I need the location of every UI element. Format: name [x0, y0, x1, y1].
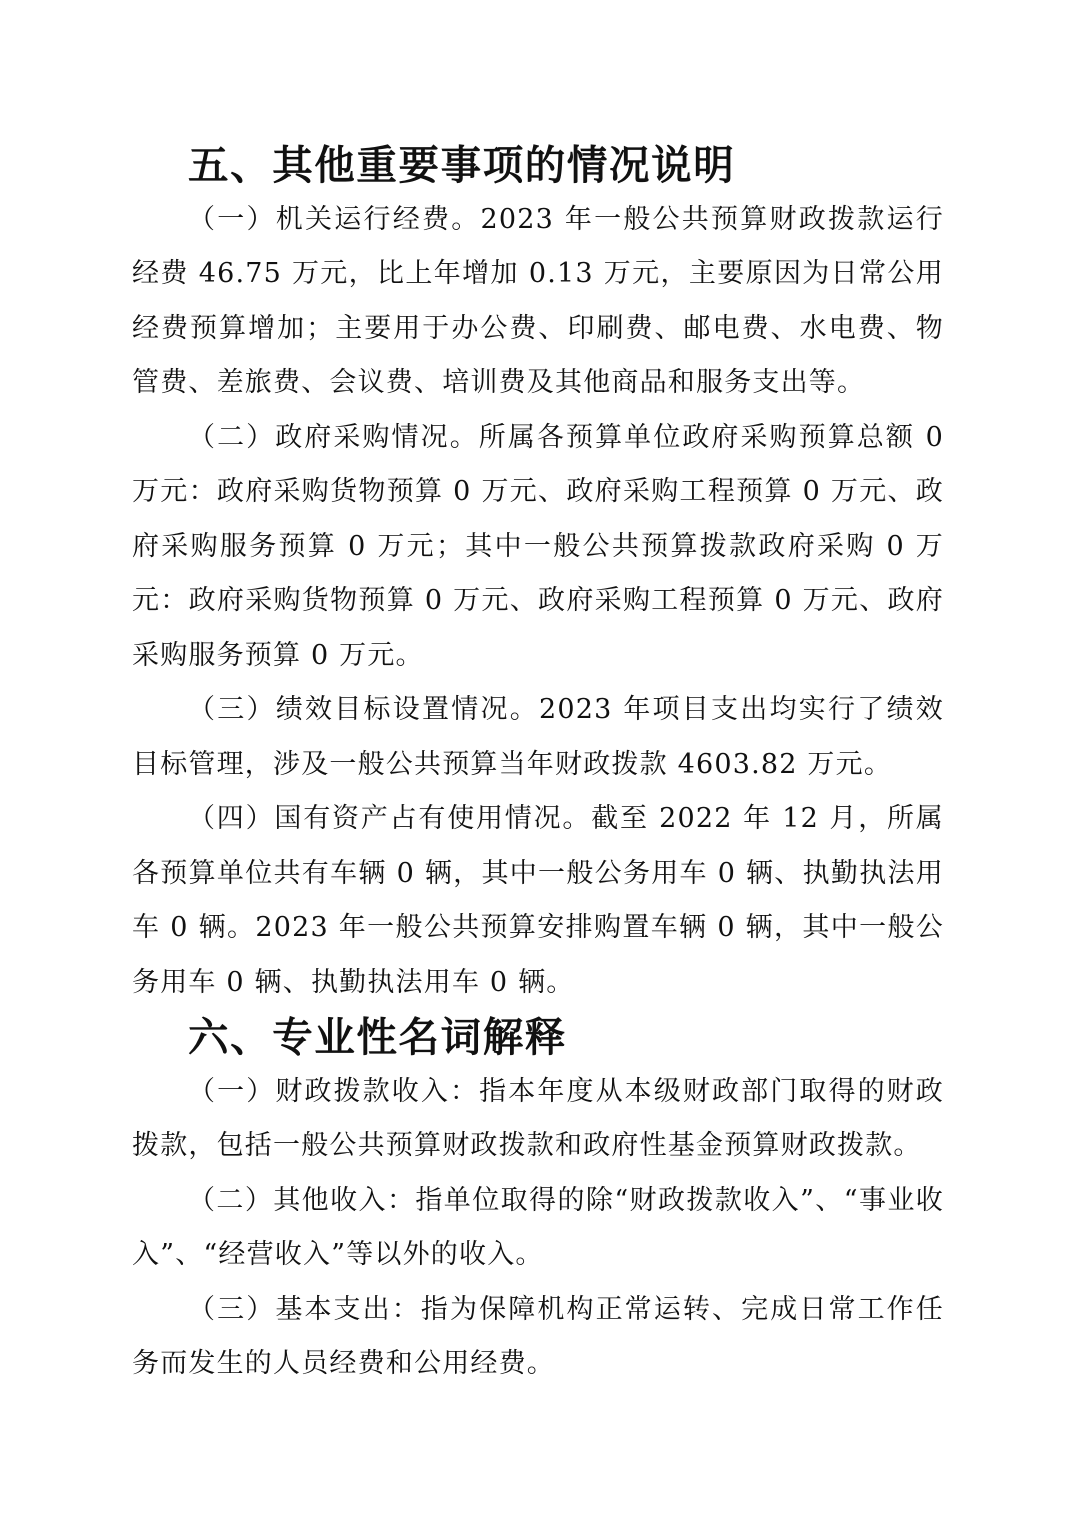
paragraph-fiscal-appropriation-income: （一）财政拨款收入：指本年度从本级财政部门取得的财政拨款，包括一般公共预算财政拨款和政府性基金预算财政拨款。: [132, 1075, 944, 1161]
paragraph-operating-costs: （一）机关运行经费。2023 年一般公共预算财政拨款运行经费 46.75 万元，比上年增加 0.13 万元，主要原因为日常公用经费预算增加；主要用于办公费、印刷费、邮电费、水电费、物管费、差旅费、会议费、培训费及其他商品和服务支出等。: [132, 203, 944, 398]
section-heading: 六、专业性名词解释: [188, 1013, 567, 1061]
paragraph-state-assets: （四）国有资产占有使用情况。截至 2022 年 12 月，所属各预算单位共有车辆 0 辆，其中一般公务用车 0 辆、执勤执法用车 0 辆。2023 年一般公共预算安排购置车辆 0 辆，其中一般公务用车 0 辆、执勤执法用车 0 辆。: [132, 803, 944, 998]
section-terminology: [132, 1010, 944, 1392]
paragraph-government-procurement: （二）政府采购情况。所属各预算单位政府采购预算总额 0 万元：政府采购货物预算 0 万元、政府采购工程预算 0 万元、政府采购服务预算 0 万元；其中一般公共预算拨款政府采购 0 万元：政府采购货物预算 0 万元、政府采购工程预算 0 万元、政府采购服务预算 0 万元。: [132, 421, 944, 671]
document-page: [132, 138, 944, 1392]
paragraph-basic-expenditure: （三）基本支出：指为保障机构正常运转、完成日常工作任务而发生的人员经费和公用经费。: [132, 1293, 944, 1379]
section-other-matters: [132, 138, 944, 1010]
paragraph-performance-targets: （三）绩效目标设置情况。2023 年项目支出均实行了绩效目标管理，涉及一般公共预算当年财政拨款 4603.82 万元。: [132, 694, 944, 780]
paragraph-other-income: （二）其他收入：指单位取得的除“财政拨款收入”、“事业收入”、“经营收入”等以外的收入。: [132, 1184, 944, 1270]
section-heading: 五、其他重要事项的情况说明: [188, 141, 736, 189]
